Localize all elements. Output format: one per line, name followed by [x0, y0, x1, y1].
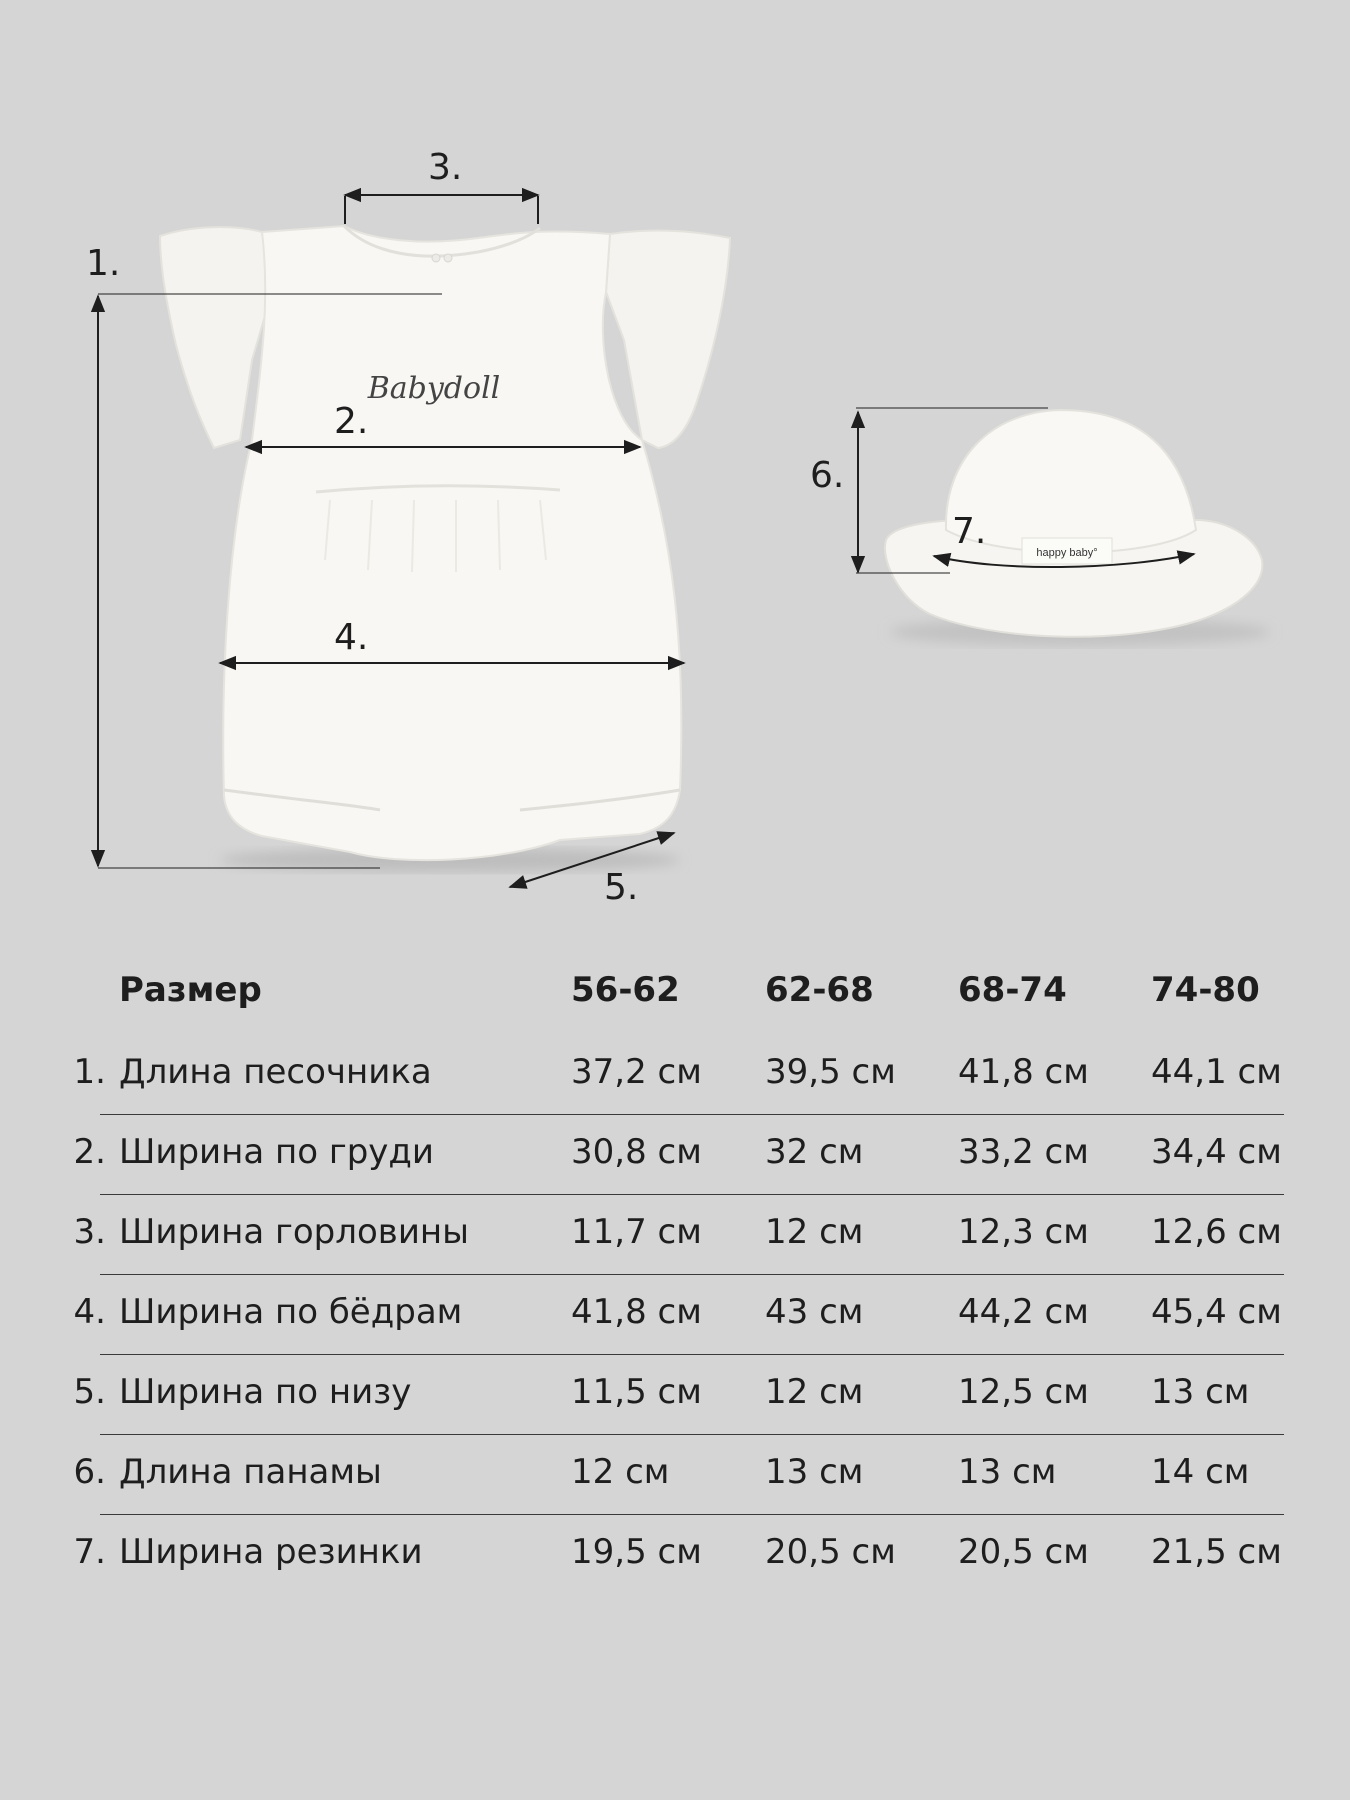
row-number: 4.: [73, 1292, 106, 1332]
row-value: 44,2 см: [958, 1292, 1089, 1332]
row-value: 20,5 см: [958, 1532, 1089, 1572]
row-value: 12 см: [571, 1452, 670, 1492]
hat-image: [885, 410, 1262, 637]
row-value: 12,6 см: [1151, 1212, 1282, 1252]
row-value: 13 см: [765, 1452, 864, 1492]
size-chart-table: [0, 955, 1350, 1595]
row-value: 41,8 см: [958, 1052, 1089, 1092]
table-row: [0, 1515, 1350, 1595]
table-row: [0, 1115, 1350, 1195]
table-row: [0, 1435, 1350, 1515]
row-value: 45,4 см: [1151, 1292, 1282, 1332]
measure-2-label: 2.: [334, 401, 369, 442]
row-value: 12,5 см: [958, 1372, 1089, 1412]
row-value: 11,7 см: [571, 1212, 702, 1252]
row-value: 34,4 см: [1151, 1132, 1282, 1172]
table-row: [0, 1195, 1350, 1275]
size-header-56-62: 56-62: [571, 970, 680, 1010]
size-header-68-74: 68-74: [958, 970, 1067, 1010]
row-value: 20,5 см: [765, 1532, 896, 1572]
row-value: 43 см: [765, 1292, 864, 1332]
measure-5-label: 5.: [604, 867, 639, 908]
measure-1-label: 1.: [86, 243, 121, 284]
romper-image: [160, 226, 730, 860]
measure-7-label: 7.: [952, 511, 987, 552]
size-chart-header: [0, 955, 1350, 1035]
row-value: 41,8 см: [571, 1292, 702, 1332]
row-name: Ширина резинки: [119, 1532, 423, 1572]
row-value: 12,3 см: [958, 1212, 1089, 1252]
row-value: 39,5 см: [765, 1052, 896, 1092]
row-value: 21,5 см: [1151, 1532, 1282, 1572]
row-number: 5.: [73, 1372, 106, 1412]
row-value: 12 см: [765, 1212, 864, 1252]
row-number: 2.: [73, 1132, 106, 1172]
row-number: 6.: [73, 1452, 106, 1492]
row-name: Ширина по бёдрам: [119, 1292, 463, 1332]
table-row: [0, 1035, 1350, 1115]
size-header-label: Размер: [119, 970, 262, 1010]
row-name: Ширина по груди: [119, 1132, 435, 1172]
measure-3-label: 3.: [428, 147, 463, 188]
row-name: Ширина горловины: [119, 1212, 469, 1252]
size-header-74-80: 74-80: [1151, 970, 1260, 1010]
row-value: 14 см: [1151, 1452, 1250, 1492]
row-number: 7.: [73, 1532, 106, 1572]
row-value: 13 см: [1151, 1372, 1250, 1412]
romper-brand-embroidery: Babydoll: [367, 371, 501, 406]
row-name: Длина панамы: [119, 1452, 382, 1492]
hat-brand-label: happy baby°: [1036, 547, 1098, 559]
size-header-62-68: 62-68: [765, 970, 874, 1010]
row-value: 30,8 см: [571, 1132, 702, 1172]
row-value: 11,5 см: [571, 1372, 702, 1412]
row-value: 12 см: [765, 1372, 864, 1412]
row-value: 44,1 см: [1151, 1052, 1282, 1092]
table-row: [0, 1355, 1350, 1435]
row-value: 37,2 см: [571, 1052, 702, 1092]
row-value: 13 см: [958, 1452, 1057, 1492]
row-value: 19,5 см: [571, 1532, 702, 1572]
row-number: 3.: [73, 1212, 106, 1252]
row-value: 33,2 см: [958, 1132, 1089, 1172]
table-row: [0, 1275, 1350, 1355]
row-value: 32 см: [765, 1132, 864, 1172]
measure-4-label: 4.: [334, 617, 369, 658]
row-number: 1.: [73, 1052, 106, 1092]
row-name: Ширина по низу: [119, 1372, 412, 1412]
measure-6-label: 6.: [810, 455, 845, 496]
row-name: Длина песочника: [119, 1052, 432, 1092]
